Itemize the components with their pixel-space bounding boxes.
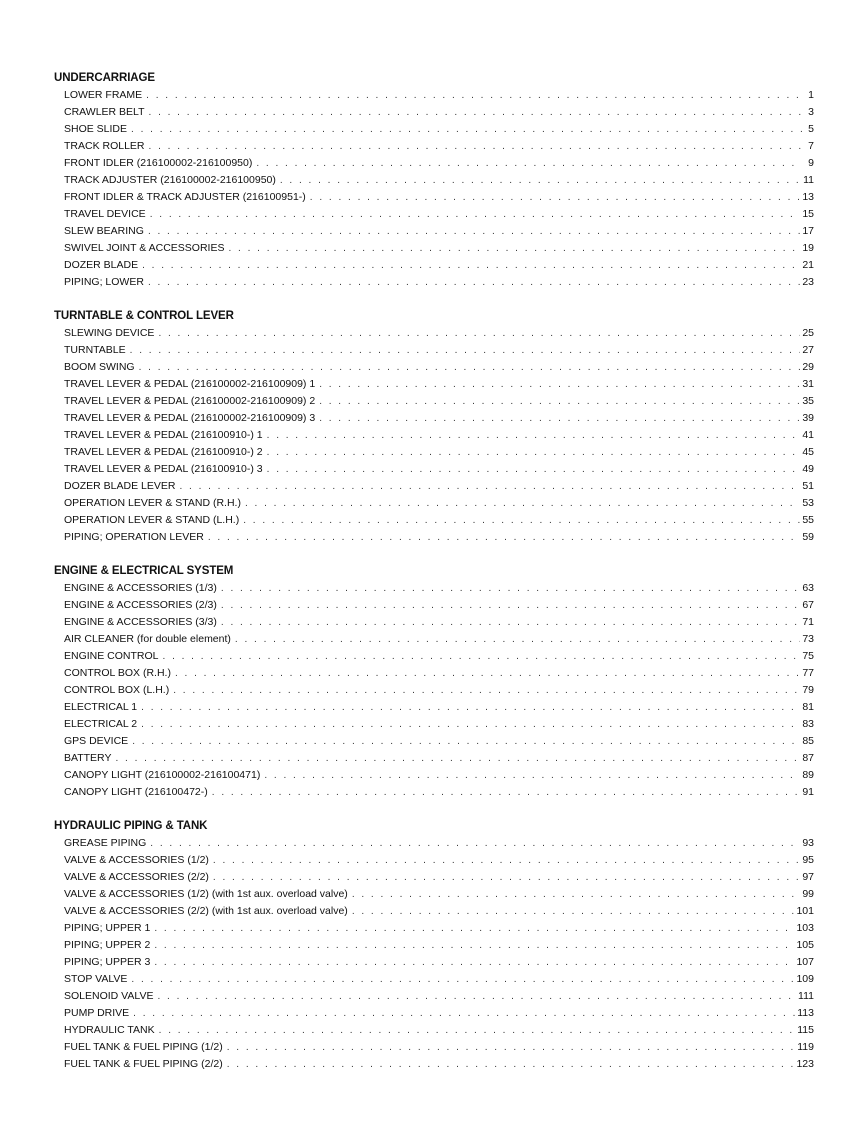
dot-leader — [245, 495, 800, 512]
toc-entry[interactable] — [64, 155, 814, 172]
toc-entry[interactable] — [64, 1005, 814, 1022]
toc-entry-page-number: 25 — [802, 327, 814, 339]
dot-leader — [149, 138, 802, 155]
dot-leader — [150, 835, 800, 852]
dot-leader — [154, 937, 794, 954]
dot-leader — [131, 971, 794, 988]
toc-entry-title: TRACK ROLLER — [64, 140, 145, 152]
toc-entry-list — [54, 87, 814, 291]
toc-entry-title: SLEW BEARING — [64, 225, 144, 237]
dot-leader — [221, 597, 800, 614]
toc-entry[interactable] — [64, 87, 814, 104]
dot-leader — [149, 104, 802, 121]
toc-entry[interactable] — [64, 359, 814, 376]
dot-leader — [243, 512, 800, 529]
toc-entry[interactable] — [64, 869, 814, 886]
toc-entry-page-number: 15 — [802, 208, 814, 220]
toc-entry-title: SLEWING DEVICE — [64, 327, 155, 339]
toc-entry-page-number: 59 — [802, 531, 814, 543]
toc-entry-page-number: 109 — [796, 973, 814, 985]
toc-entry-title: GPS DEVICE — [64, 735, 129, 747]
toc-entry[interactable] — [64, 937, 814, 954]
toc-entry-page-number: 113 — [797, 1007, 814, 1019]
dot-leader — [132, 733, 800, 750]
toc-entry-title: TRAVEL LEVER & PEDAL (216100002-216100909) 3 — [64, 412, 316, 424]
toc-entry-title: FRONT IDLER & TRACK ADJUSTER (216100951-) — [64, 191, 306, 203]
toc-entry-title: VALVE & ACCESSORIES (1/2) — [64, 854, 209, 866]
dot-leader — [228, 240, 800, 257]
toc-entry-title: FUEL TANK & FUEL PIPING (1/2) — [64, 1041, 223, 1053]
toc-entry-title: TRAVEL DEVICE — [64, 208, 146, 220]
toc-entry-page-number: 71 — [802, 616, 814, 628]
toc-entry[interactable] — [64, 223, 814, 240]
toc-entry[interactable] — [64, 971, 814, 988]
toc-entry-title: ELECTRICAL 2 — [64, 718, 138, 730]
toc-entry-title: CONTROL BOX (L.H.) — [64, 684, 170, 696]
dot-leader — [221, 614, 800, 631]
dot-leader — [142, 257, 800, 274]
section-heading: TURNTABLE & CONTROL LEVER — [54, 310, 234, 322]
toc-entry-title: PUMP DRIVE — [64, 1007, 130, 1019]
dot-leader — [280, 172, 801, 189]
toc-entry-title: TRAVEL LEVER & PEDAL (216100002-216100909) 1 — [64, 378, 316, 390]
dot-leader — [158, 325, 800, 342]
dot-leader — [267, 427, 801, 444]
toc-entry-page-number: 23 — [802, 276, 814, 288]
toc-entry[interactable] — [64, 682, 814, 699]
toc-entry-page-number: 83 — [802, 718, 814, 730]
toc-entry[interactable] — [64, 648, 814, 665]
toc-entry-page-number: 7 — [808, 140, 814, 152]
toc-entry-title: GREASE PIPING — [64, 837, 147, 849]
toc-entry[interactable] — [64, 699, 814, 716]
toc-entry-page-number: 115 — [797, 1024, 814, 1036]
toc-entry-title: HYDRAULIC TANK — [64, 1024, 155, 1036]
toc-entry[interactable] — [64, 274, 814, 291]
toc-entry-page-number: 95 — [802, 854, 814, 866]
dot-leader — [319, 376, 800, 393]
toc-entry-title: BATTERY — [64, 752, 112, 764]
toc-entry-page-number: 3 — [808, 106, 814, 118]
toc-section — [54, 563, 814, 801]
toc-entry[interactable] — [64, 461, 814, 478]
toc-entry-title: TRAVEL LEVER & PEDAL (216100910-) 3 — [64, 463, 263, 475]
dot-leader — [213, 869, 800, 886]
toc-entry[interactable] — [64, 852, 814, 869]
toc-entry[interactable] — [64, 954, 814, 971]
toc-entry-page-number: 9 — [808, 157, 814, 169]
toc-entry-title: PIPING; UPPER 1 — [64, 922, 151, 934]
toc-entry-page-number: 21 — [802, 259, 814, 271]
dot-leader — [319, 393, 800, 410]
toc-entry[interactable] — [64, 835, 814, 852]
toc-entry[interactable] — [64, 665, 814, 682]
toc-entry[interactable] — [64, 1056, 814, 1073]
toc-entry-title: CONTROL BOX (R.H.) — [64, 667, 171, 679]
toc-entry-page-number: 27 — [802, 344, 814, 356]
toc-entry[interactable] — [64, 342, 814, 359]
toc-entry[interactable] — [64, 529, 814, 546]
dot-leader — [179, 478, 800, 495]
toc-entry-page-number: 77 — [802, 667, 814, 679]
dot-leader — [173, 682, 800, 699]
toc-entry[interactable] — [64, 1022, 814, 1039]
dot-leader — [141, 716, 800, 733]
toc-section — [54, 818, 814, 1073]
toc-entry[interactable] — [64, 172, 814, 189]
dot-leader — [310, 189, 801, 206]
dot-leader — [175, 665, 800, 682]
toc-entry[interactable] — [64, 614, 814, 631]
dot-leader — [227, 1056, 795, 1073]
toc-entry[interactable] — [64, 750, 814, 767]
toc-entry-page-number: 41 — [802, 429, 814, 441]
dot-leader — [256, 155, 802, 172]
toc-entry-page-number: 53 — [802, 497, 814, 509]
toc-entry[interactable] — [64, 580, 814, 597]
toc-entry[interactable] — [64, 138, 814, 155]
toc-entry[interactable] — [64, 903, 814, 920]
dot-leader — [133, 1005, 795, 1022]
dot-leader — [157, 988, 796, 1005]
toc-entry-page-number: 73 — [802, 633, 814, 645]
toc-entry[interactable] — [64, 920, 814, 937]
dot-leader — [264, 767, 800, 784]
toc-entry-title: LOWER FRAME — [64, 89, 143, 101]
toc-entry[interactable] — [64, 240, 814, 257]
toc-entry-title: TRACK ADJUSTER (216100002-216100950) — [64, 174, 276, 186]
toc-entry-title: STOP VALVE — [64, 973, 128, 985]
dot-leader — [352, 886, 801, 903]
toc-entry-title: DOZER BLADE — [64, 259, 139, 271]
toc-entry-page-number: 19 — [802, 242, 814, 254]
toc-entry-title: ENGINE & ACCESSORIES (1/3) — [64, 582, 217, 594]
dot-leader — [148, 274, 800, 291]
dot-leader — [154, 920, 794, 937]
toc-entry-title: VALVE & ACCESSORIES (2/2) (with 1st aux. overload valve) — [64, 905, 348, 917]
toc-entry-page-number: 107 — [796, 956, 814, 968]
toc-entry-title: DOZER BLADE LEVER — [64, 480, 176, 492]
toc-entry[interactable] — [64, 631, 814, 648]
toc-entry[interactable] — [64, 767, 814, 784]
toc-section — [54, 308, 814, 546]
toc-entry-page-number: 1 — [808, 89, 814, 101]
toc-entry-title: ELECTRICAL 1 — [64, 701, 138, 713]
toc-entry-page-number: 63 — [802, 582, 814, 594]
toc-entry-title: PIPING; UPPER 2 — [64, 939, 151, 951]
dot-leader — [146, 87, 802, 104]
toc-entry[interactable] — [64, 121, 814, 138]
toc-entry[interactable] — [64, 597, 814, 614]
toc-entry[interactable] — [64, 716, 814, 733]
toc-entry-page-number: 111 — [798, 990, 814, 1002]
toc-entry[interactable] — [64, 886, 814, 903]
toc-entry-page-number: 93 — [802, 837, 814, 849]
toc-entry-page-number: 45 — [802, 446, 814, 458]
toc-entry-title: CANOPY LIGHT (216100472-) — [64, 786, 208, 798]
dot-leader — [159, 1022, 796, 1039]
toc-entry-page-number: 11 — [803, 174, 814, 186]
toc-entry-title: PIPING; OPERATION LEVER — [64, 531, 204, 543]
toc-entry-page-number: 99 — [802, 888, 814, 900]
toc-entry[interactable] — [64, 444, 814, 461]
toc-entry-page-number: 97 — [802, 871, 814, 883]
section-heading: UNDERCARRIAGE — [54, 72, 155, 84]
toc-entry-page-number: 13 — [802, 191, 814, 203]
toc-entry[interactable] — [64, 325, 814, 342]
dot-leader — [212, 784, 801, 801]
toc-entry-page-number: 123 — [796, 1058, 814, 1070]
toc-entry-title: BOOM SWING — [64, 361, 135, 373]
toc-entry[interactable] — [64, 393, 814, 410]
dot-leader — [130, 342, 801, 359]
toc-entry-page-number: 17 — [802, 225, 814, 237]
toc-entry-title: PIPING; LOWER — [64, 276, 144, 288]
toc-entry-page-number: 103 — [796, 922, 814, 934]
dot-leader — [139, 359, 801, 376]
toc-entry-title: FRONT IDLER (216100002-216100950) — [64, 157, 253, 169]
toc-entry-page-number: 119 — [797, 1041, 814, 1053]
toc-entry-title: SOLENOID VALVE — [64, 990, 154, 1002]
dot-leader — [163, 648, 801, 665]
toc-entry-page-number: 91 — [802, 786, 814, 798]
toc-entry[interactable] — [64, 410, 814, 427]
toc-entry[interactable] — [64, 512, 814, 529]
dot-leader — [267, 444, 801, 461]
toc-entry-title: SWIVEL JOINT & ACCESSORIES — [64, 242, 225, 254]
toc-entry-page-number: 31 — [802, 378, 814, 390]
toc-entry-page-number: 29 — [802, 361, 814, 373]
toc-entry-page-number: 85 — [802, 735, 814, 747]
dot-leader — [267, 461, 801, 478]
toc-entry-page-number: 39 — [802, 412, 814, 424]
toc-entry-title: FUEL TANK & FUEL PIPING (2/2) — [64, 1058, 223, 1070]
toc-entry-page-number: 79 — [802, 684, 814, 696]
toc-entry[interactable] — [64, 376, 814, 393]
toc-entry-page-number: 55 — [802, 514, 814, 526]
toc-entry-page-number: 75 — [802, 650, 814, 662]
toc-entry-page-number: 89 — [802, 769, 814, 781]
toc-entry-title: TRAVEL LEVER & PEDAL (216100002-216100909) 2 — [64, 395, 316, 407]
section-heading: HYDRAULIC PIPING & TANK — [54, 820, 208, 832]
toc-entry-title: ENGINE & ACCESSORIES (3/3) — [64, 616, 217, 628]
dot-leader — [148, 223, 800, 240]
toc-entry-page-number: 51 — [802, 480, 814, 492]
toc-entry-title: SHOE SLIDE — [64, 123, 128, 135]
dot-leader — [154, 954, 794, 971]
dot-leader — [352, 903, 795, 920]
section-heading: ENGINE & ELECTRICAL SYSTEM — [54, 565, 234, 577]
toc-entry-title: AIR CLEANER (for double element) — [64, 633, 231, 645]
toc-entry-title: CRAWLER BELT — [64, 106, 145, 118]
toc-entry-title: ENGINE & ACCESSORIES (2/3) — [64, 599, 217, 611]
toc-entry-list — [54, 580, 814, 801]
toc-entry-title: ENGINE CONTROL — [64, 650, 159, 662]
toc-entry-title: OPERATION LEVER & STAND (L.H.) — [64, 514, 240, 526]
toc-entry-title: TURNTABLE — [64, 344, 126, 356]
toc-entry-list — [54, 325, 814, 546]
toc-entry[interactable] — [64, 257, 814, 274]
toc-entry[interactable] — [64, 206, 814, 223]
toc-entry-title: TRAVEL LEVER & PEDAL (216100910-) 2 — [64, 446, 263, 458]
dot-leader — [227, 1039, 796, 1056]
toc-entry[interactable] — [64, 427, 814, 444]
toc-entry-page-number: 101 — [796, 905, 814, 917]
toc-entry[interactable] — [64, 495, 814, 512]
toc-entry-page-number: 5 — [808, 123, 814, 135]
toc-entry-page-number: 81 — [802, 701, 814, 713]
toc-entry-title: TRAVEL LEVER & PEDAL (216100910-) 1 — [64, 429, 263, 441]
toc-section — [54, 70, 814, 291]
toc-entry-list — [54, 835, 814, 1073]
toc-entry-page-number: 67 — [802, 599, 814, 611]
toc-entry-page-number: 105 — [796, 939, 814, 951]
dot-leader — [115, 750, 800, 767]
dot-leader — [131, 121, 802, 138]
toc-entry[interactable] — [64, 189, 814, 206]
toc-entry[interactable] — [64, 988, 814, 1005]
toc-entry-page-number: 87 — [802, 752, 814, 764]
toc-entry-title: PIPING; UPPER 3 — [64, 956, 151, 968]
toc-entry[interactable] — [64, 1039, 814, 1056]
dot-leader — [235, 631, 800, 648]
dot-leader — [213, 852, 800, 869]
dot-leader — [141, 699, 800, 716]
toc-entry-page-number: 49 — [802, 463, 814, 475]
table-of-contents — [54, 70, 814, 1090]
toc-entry-title: VALVE & ACCESSORIES (1/2) (with 1st aux. overload valve) — [64, 888, 348, 900]
dot-leader — [208, 529, 800, 546]
toc-entry-title: CANOPY LIGHT (216100002-216100471) — [64, 769, 261, 781]
toc-entry-title: VALVE & ACCESSORIES (2/2) — [64, 871, 209, 883]
toc-entry[interactable] — [64, 784, 814, 801]
dot-leader — [319, 410, 800, 427]
dot-leader — [221, 580, 800, 597]
toc-entry[interactable] — [64, 733, 814, 750]
dot-leader — [150, 206, 801, 223]
toc-entry-title: OPERATION LEVER & STAND (R.H.) — [64, 497, 241, 509]
toc-entry[interactable] — [64, 104, 814, 121]
toc-entry[interactable] — [64, 478, 814, 495]
toc-entry-page-number: 35 — [802, 395, 814, 407]
